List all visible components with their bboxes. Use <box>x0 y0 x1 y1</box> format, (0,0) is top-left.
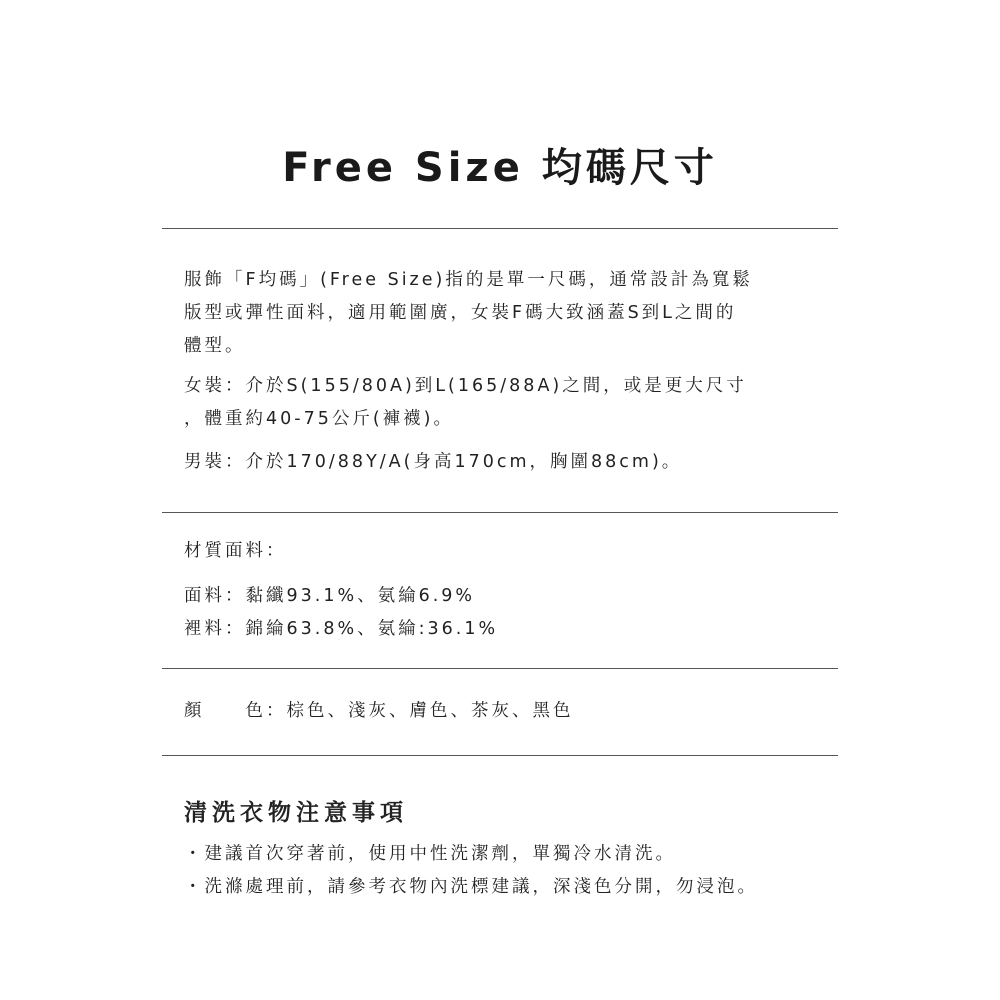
divider <box>162 668 838 669</box>
divider <box>162 755 838 756</box>
material-heading-text: 材質面料： <box>184 541 287 561</box>
men-size-line: 男裝：介於170/88Y/A(身高170cm，胸圍88cm)。 <box>184 452 683 472</box>
care-heading-text: 清洗衣物注意事項 <box>184 800 408 826</box>
care-item: ・建議首次穿著前，使用中性洗潔劑，單獨冷水清洗。 <box>184 844 676 864</box>
care-list <box>184 838 844 904</box>
women-size-line: ，體重約40-75公斤(褲襪)。 <box>184 409 455 429</box>
divider <box>162 512 838 513</box>
divider <box>162 228 838 229</box>
intro-line: 版型或彈性面料，適用範圍廣，女裝F碼大致涵蓋S到L之間的 <box>184 303 737 323</box>
intro-paragraph <box>184 264 844 363</box>
men-size-paragraph <box>184 446 844 479</box>
care-heading <box>184 796 844 830</box>
intro-line: 服飾「F均碼」(Free Size)指的是單一尺碼，通常設計為寬鬆 <box>184 270 753 290</box>
color-options <box>184 695 844 728</box>
women-size-line: 女裝：介於S(155/80A)到L(165/88A)之間，或是更大尺寸 <box>184 376 747 396</box>
material-heading <box>184 535 844 568</box>
color-line: 顏 色：棕色、淺灰、膚色、茶灰、黑色 <box>184 701 574 721</box>
outer-fabric-line: 面料：黏纖93.1%、氨綸6.9% <box>184 586 476 606</box>
intro-line: 體型。 <box>184 336 246 356</box>
care-item: ・洗滌處理前，請參考衣物內洗標建議，深淺色分開，勿浸泡。 <box>184 877 758 897</box>
material-details <box>184 580 844 646</box>
page-title: Free Size 均碼尺寸 <box>282 145 718 191</box>
women-size-paragraph <box>184 370 844 436</box>
lining-fabric-line: 裡料：錦綸63.8%、氨綸:36.1% <box>184 619 499 639</box>
